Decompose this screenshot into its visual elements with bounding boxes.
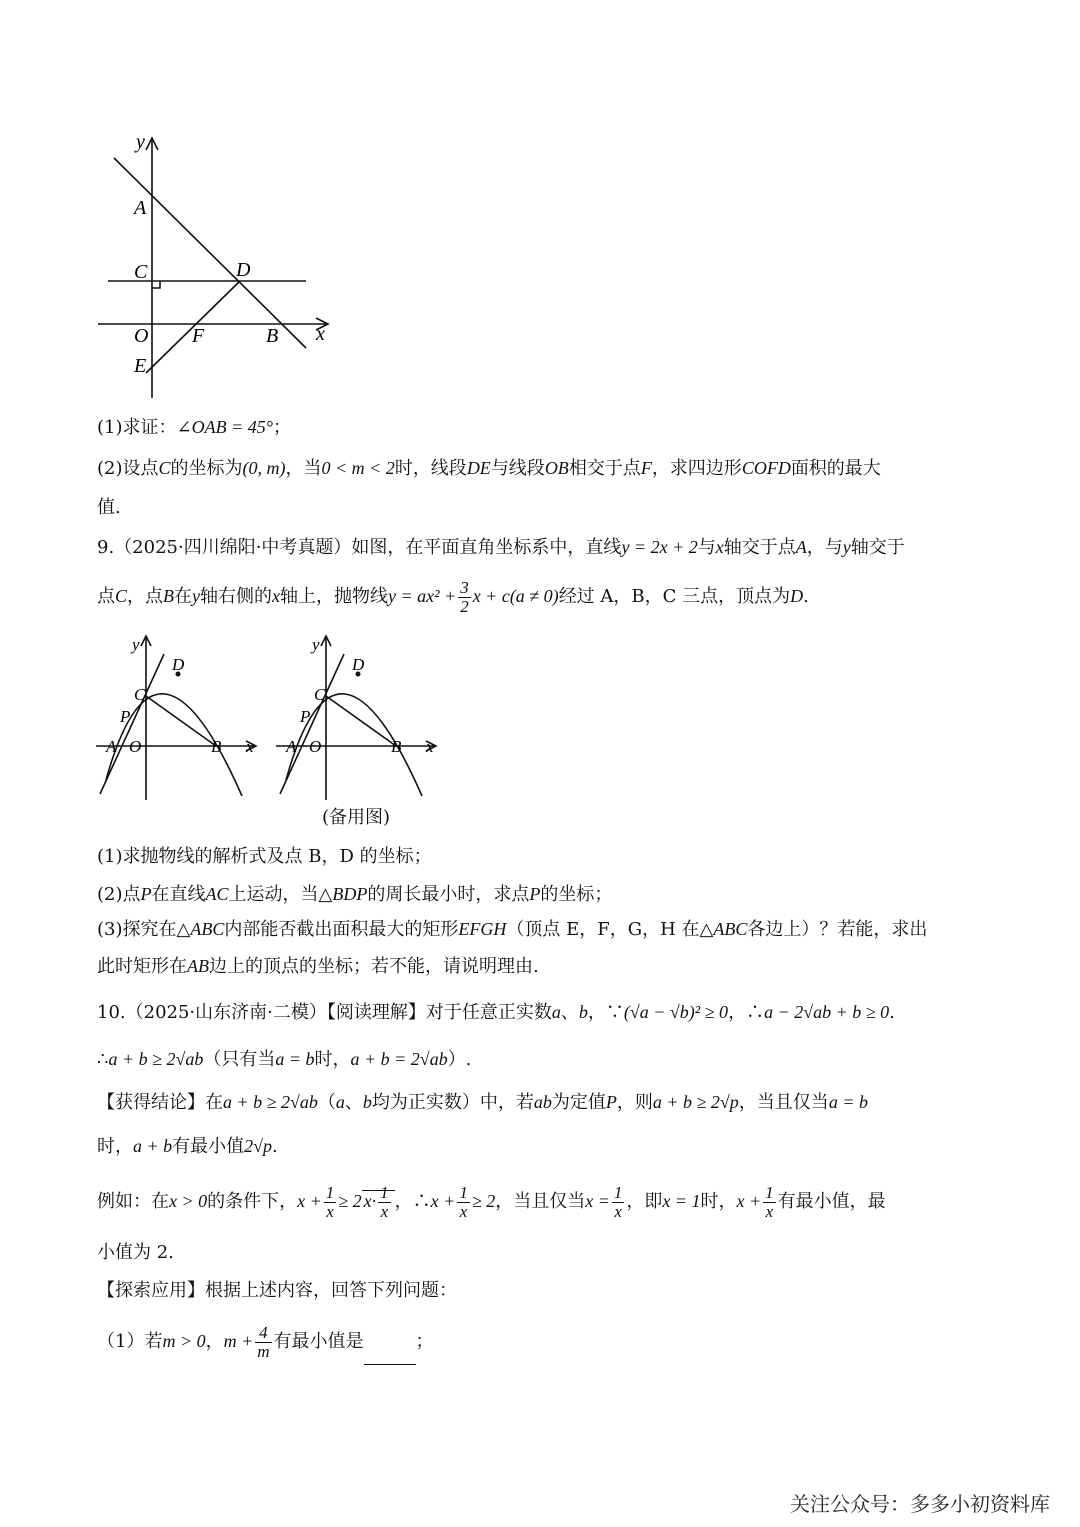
q9-sub1: (1)求抛物线的解析式及点 B，D 的坐标； [97,846,432,867]
sqrt-x-times-1-over-x: x· $\frac{1}{x}$ [362,1190,395,1211]
q10-line6: 小值为 2. [97,1242,174,1263]
svg-text:y: y [312,635,320,654]
spare-figure-caption: (备用图) [322,807,391,828]
q8-part2-tail: 值. [97,497,121,518]
q10-line5: 例如：在x > 0的条件下，x + $\frac{1}{x}$ ≥ 2 x· $\frac{1}{x}$ ，∴x + $\frac{1}{x}$ ≥ 2，当且仅当x = $\frac{1}{x}$ ，即x = 1时，x + $\frac{1}{x}$ 有最小值，最 [97,1182,886,1222]
label-y: y [136,131,145,153]
svg-text:B: B [211,737,222,756]
line-AB [114,158,306,348]
label-A: A [134,197,147,219]
q8-part2: (2)设点C的坐标为(0, m)，当0 < m < 2时，线段DE与线段OB相交于点F，求四边形COFD面积的最大 [97,458,881,479]
line-AC [100,654,164,794]
label-C: C [134,261,148,283]
svg-text:D: D [172,655,185,674]
q9-sub2: (2)点P在直线AC上运动，当△BDP的周长最小时，求点P的坐标； [97,884,613,905]
q10-line3: 【获得结论】在a + b ≥ 2√ab（a、b均为正实数）中，若ab为定值P，则a + b ≥ 2√p，当且仅当a = b [97,1092,868,1113]
svg-text:C: C [134,685,146,704]
answer-blank[interactable] [364,1346,416,1365]
svg-text:P: P [300,707,311,726]
svg-text:C: C [314,685,326,704]
right-angle-mark [152,281,160,288]
q10-line1: 10.（2025·山东济南·二模）【阅读理解】对于任意正实数a、b，∵(√a − √b)² ≥ 0，∴a − 2√ab + b ≥ 0. [97,1002,895,1023]
q10-line7: 【探索应用】根据上述内容，回答下列问题： [97,1280,457,1301]
q8-part1: (1)求证：∠OAB = 45°； [97,417,291,438]
figure-parabola-spare [272,630,442,810]
label-F: F [192,325,205,347]
q9-stem-line1: 9.（2025·四川绵阳·中考真题）如图，在平面直角坐标系中，直线y = 2x + 2与x轴交于点A，与y轴交于 [97,537,905,558]
svg-text:x: x [426,737,434,756]
svg-text:P: P [120,707,131,726]
svg-text:O: O [309,737,322,756]
footer-watermark: 关注公众号：多多小初资料库 [790,1492,1050,1516]
svg-text:x: x [246,737,254,756]
label-B: B [266,325,279,347]
q9-sub3-line2: 此时矩形在AB边上的顶点的坐标；若不能，请说明理由. [97,956,539,977]
svg-text:D: D [352,655,365,674]
svg-text:O: O [129,737,142,756]
segment-CB [146,696,216,746]
q10-line4: 时，a + b有最小值2√p. [97,1136,278,1157]
svg-text:B: B [391,737,402,756]
svg-text:A: A [286,737,297,756]
label-x: x [316,323,325,345]
figure-parabola-main [92,630,262,810]
label-O: O [134,325,149,347]
fraction-3-2: $\frac{3}{2}$ [460,577,469,616]
figure-coordinate-lines [90,128,340,403]
q10-line2: ∴a + b ≥ 2√ab（只有当a = b时，a + b = 2√ab）. [97,1049,472,1070]
label-D: D [236,259,251,281]
label-E: E [134,355,147,377]
svg-text:y: y [132,635,140,654]
svg-text:A: A [106,737,117,756]
q10-line8: （1）若m > 0，m + $\frac{4}{m}$ 有最小值是 ； [97,1318,434,1365]
q9-stem-line2: 点C，点B在y轴右侧的x轴上，抛物线y = ax² + $\frac{3}{2}$ x + c(a ≠ 0)经过 A，B，C 三点，顶点为D. [97,577,809,616]
q9-sub3: (3)探究在△ABC内部能否截出面积最大的矩形EFGH（顶点 E，F，G，H 在△ABC各边上）？若能，求出 [97,919,928,940]
